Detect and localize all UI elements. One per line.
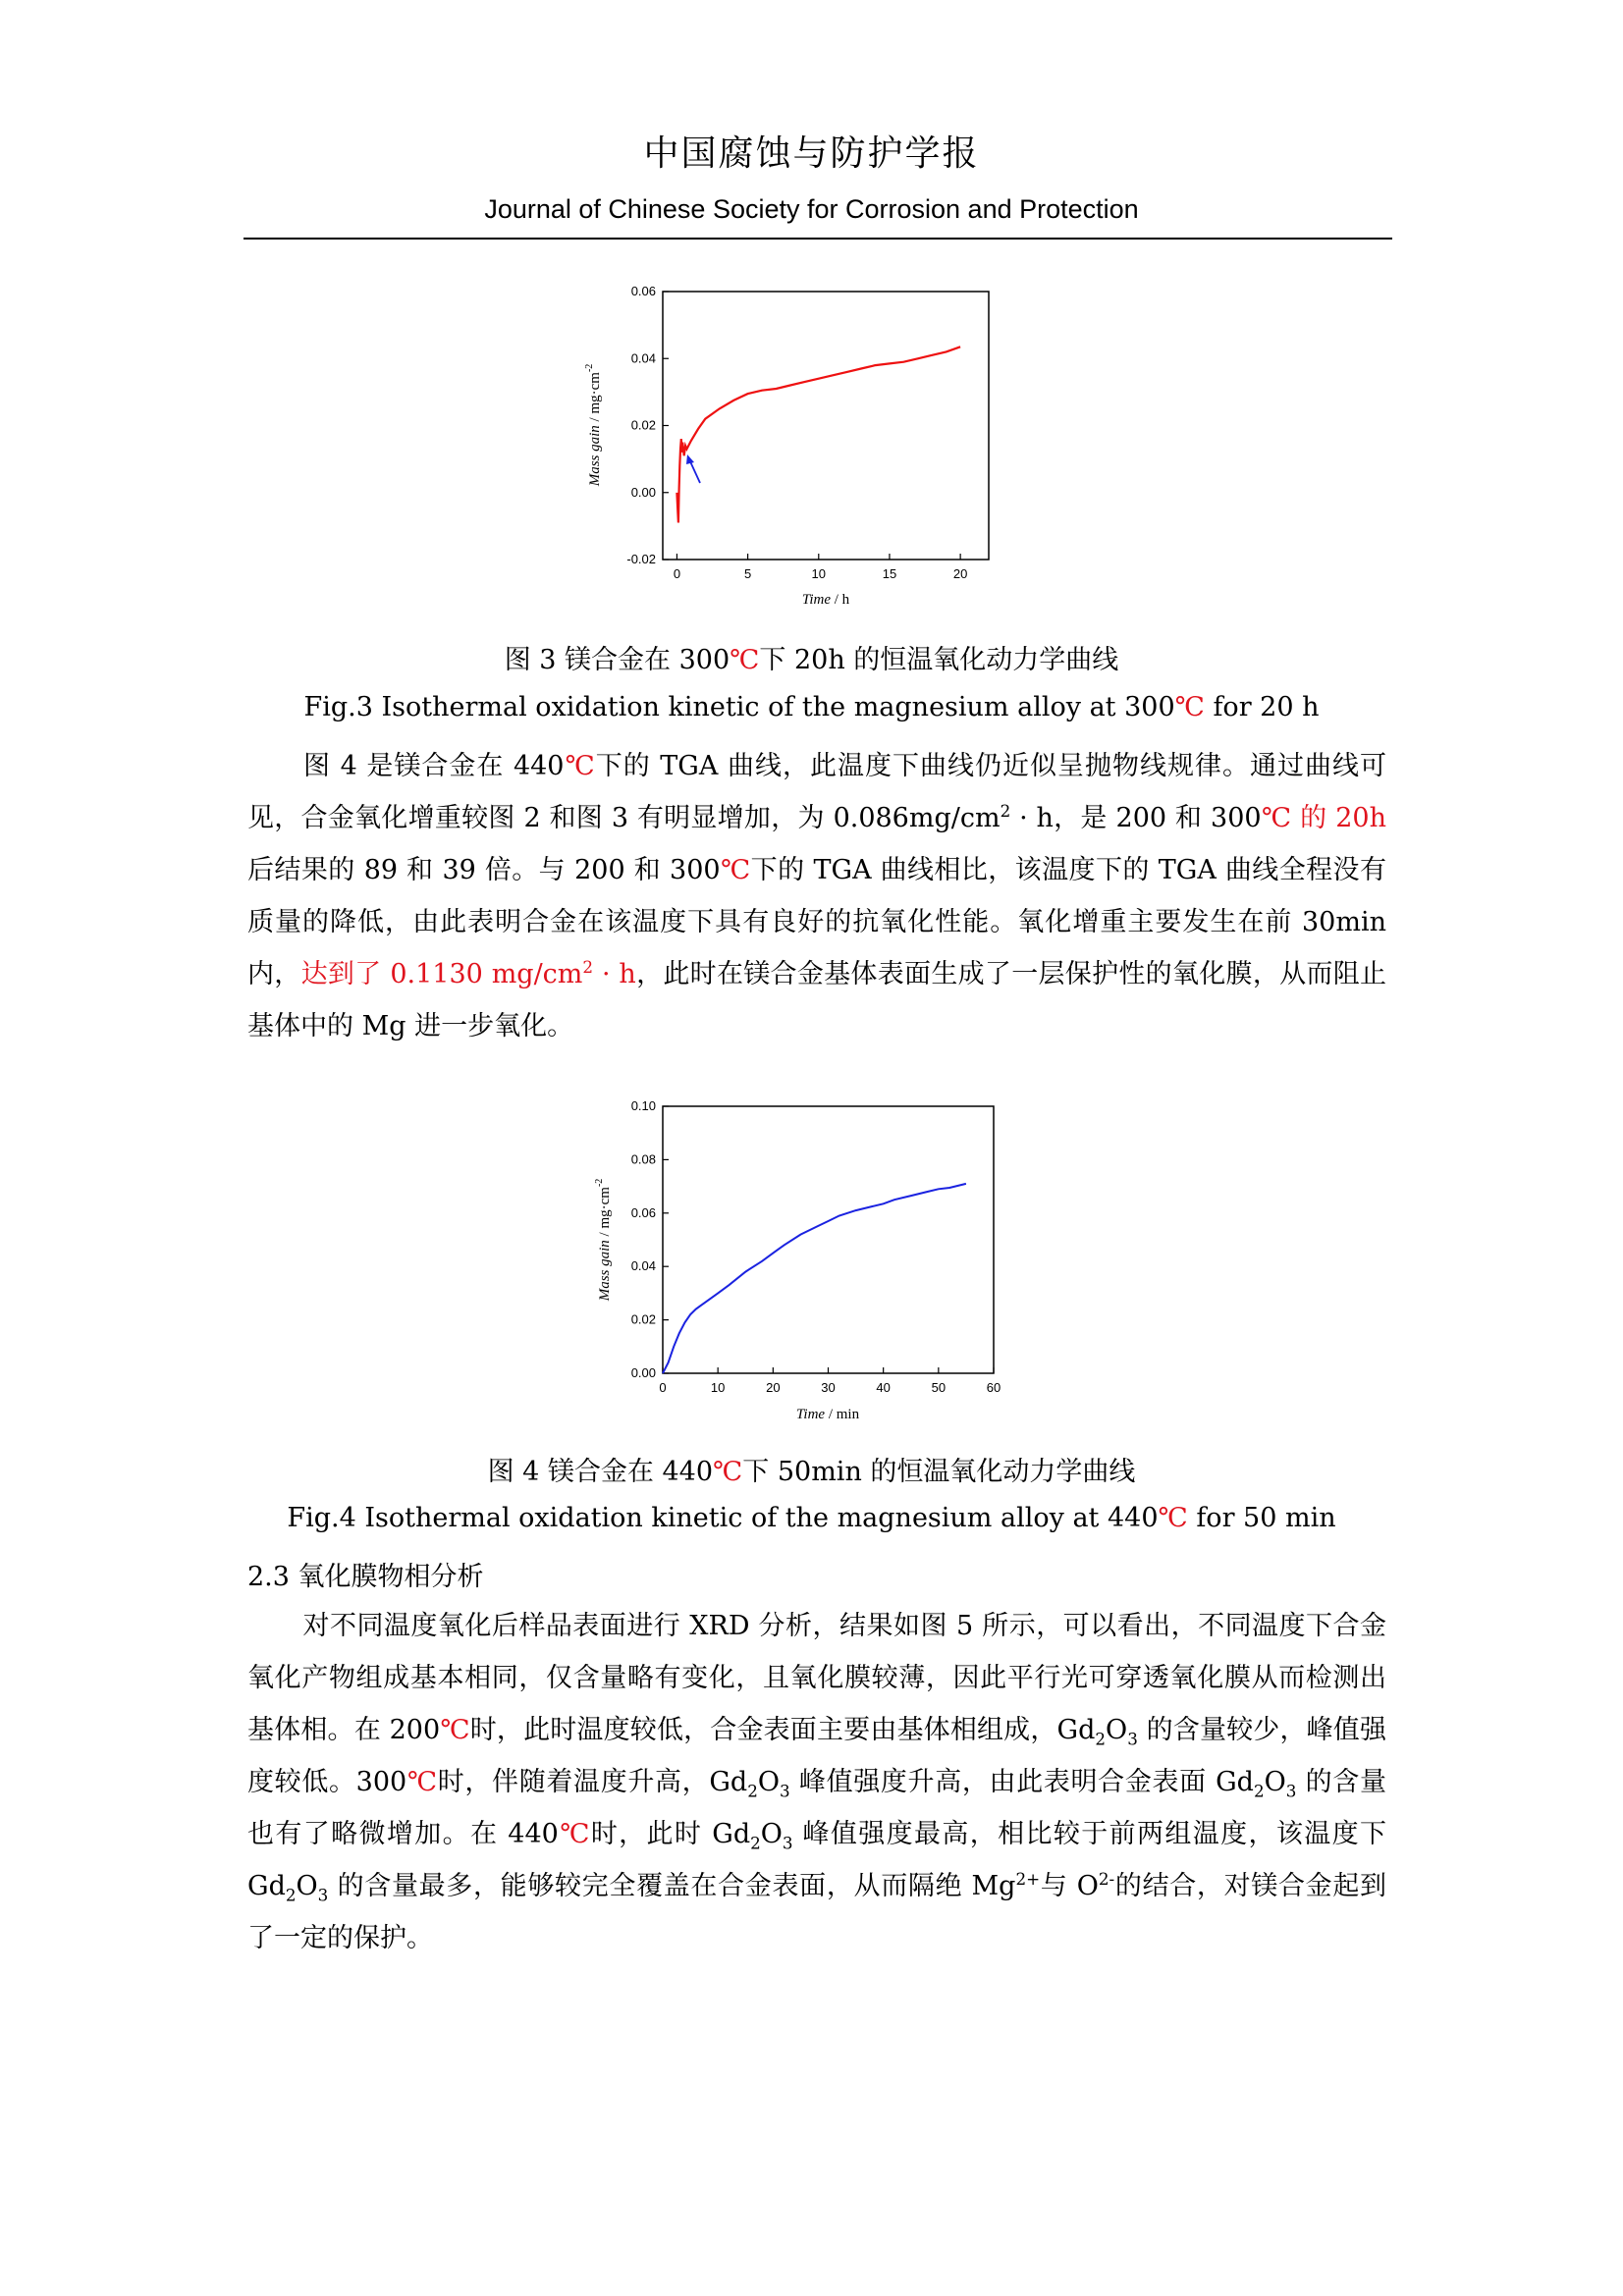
header-rule: [243, 238, 1392, 240]
y-tick-label: 0.02: [630, 1311, 656, 1327]
x-tick-label: 0: [659, 1380, 667, 1395]
x-axis-label: Time / min: [795, 1407, 860, 1422]
x-tick-label: 20: [952, 566, 968, 581]
series-line: [676, 347, 960, 522]
y-tick-label: 0.08: [630, 1151, 656, 1167]
y-tick-label: 0.04: [630, 350, 656, 366]
arrow-annotation: [686, 454, 700, 483]
figure-3-chart: [560, 270, 1011, 618]
y-tick-label: 0.06: [630, 284, 656, 298]
y-tick-label: 0.00: [630, 484, 656, 500]
y-tick-label: 0.10: [630, 1098, 656, 1113]
plot-frame: [663, 292, 989, 560]
x-tick-label: 10: [811, 566, 827, 581]
y-tick-label: 0.00: [630, 1365, 656, 1380]
y-tick-label: -0.02: [626, 552, 656, 566]
figure-3-caption-en: Fig.3 Isothermal oxidation kinetic of the magnesium alloy at 300℃ for 20 h: [303, 692, 1320, 722]
figure-4-caption-en: Fig.4 Isothermal oxidation kinetic of the magnesium alloy at 440℃ for 50 min: [287, 1503, 1336, 1533]
figure-4-chart: [569, 1085, 1021, 1433]
body-paragraph-1: 图 4 是镁合金在 440℃下的 TGA 曲线，此温度下曲线仍近似呈抛物线规律。通过曲线可见，合金氧化增重较图 2 和图 3 有明显增加，为 $0.086mg/cm^2 \cdot h$，是 200 和 300℃ 的 20h后结果的 89 和 39 倍。与 200 和 300℃下的 TGA 曲线相比，该温度下的 TGA 曲线全程没有质量的降低，由此表明合金在该温度下具有良好的抗氧化性能。氧化增重主要发生在前 30min 内，达到了 0.1130 $mg/cm^2 \cdot h$，此时在镁合金基体表面生成了一层保护性的氧化膜，从而阻止基体中的 Mg 进一步氧化。: [247, 751, 1387, 1041]
x-tick-label: 60: [986, 1380, 1001, 1395]
plot-frame: [663, 1106, 994, 1373]
x-tick-label: 5: [743, 566, 752, 581]
section-heading: 2.3 氧化膜物相分析: [247, 1562, 484, 1592]
y-tick-label: 0.04: [630, 1258, 656, 1274]
x-tick-label: 10: [710, 1380, 726, 1395]
body-paragraph-2: 对不同温度氧化后样品表面进行 XRD 分析，结果如图 5 所示，可以看出，不同温度下合金氧化产物组成基本相同，仅含量略有变化，且氧化膜较薄，因此平行光可穿透氧化膜从而检测出基体相。在 200℃时，此时温度较低，合金表面主要由基体相组成，$Gd_2O_3$ 的含量较少，峰值强度较低。300℃时，伴随着温度升高，$Gd_2O_3$ 峰值强度升高，由此表明合金表面 $Gd_2O_3$ 的含量也有了略微增加。在 440℃时，此时 $Gd_2O_3$ 峰值强度最高，相比较于前两组温度，该温度下 $Gd_2O_3$ 的含量最多，能够较完全覆盖在合金表面，从而隔绝 $Mg^{2+}$与 $O^{2-}$的结合，对镁合金起到了一定的保护。: [247, 1611, 1387, 1953]
x-tick-label: 40: [876, 1380, 891, 1395]
x-tick-label: 20: [766, 1380, 781, 1395]
y-axis-label: Mass gain / $mg\cdot cm^{-2}$: [594, 1178, 613, 1302]
figure-3-caption-cn: 图 3 镁合金在 300℃下 20h 的恒温氧化动力学曲线: [504, 645, 1119, 675]
y-tick-label: 0.02: [630, 417, 656, 433]
x-tick-label: 30: [821, 1380, 836, 1395]
journal-title-en: Journal of Chinese Society for Corrosion and Protection: [484, 194, 1139, 224]
y-axis-label: Mass gain / $mg\cdot cm^{-2}$: [584, 363, 603, 487]
x-axis-label: Time / h: [801, 592, 850, 608]
journal-title-cn: 中国腐蚀与防护学报: [643, 133, 980, 174]
y-tick-label: 0.06: [630, 1204, 656, 1220]
figure-4-caption-cn: 图 4 镁合金在 440℃下 50min 的恒温氧化动力学曲线: [487, 1457, 1136, 1487]
x-tick-label: 15: [882, 566, 897, 581]
x-tick-label: 0: [673, 566, 681, 581]
series-line: [663, 1184, 966, 1373]
x-tick-label: 50: [931, 1380, 947, 1395]
